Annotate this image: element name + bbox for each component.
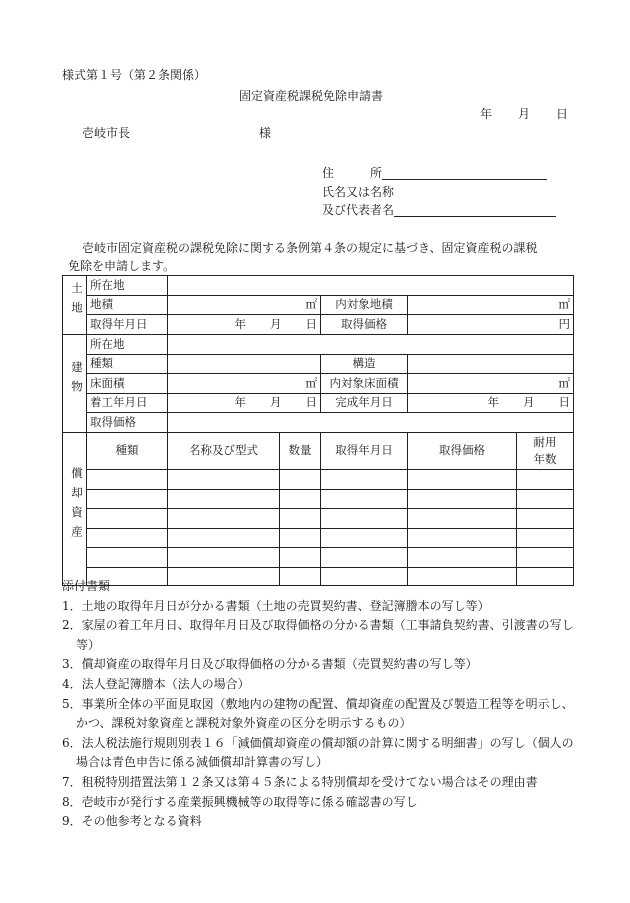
building-completion-date-label: 完成年月日	[321, 394, 408, 413]
attachment-item: 7．租税特別措置法第１２条又は第４５条による特別償却を受けてない場合はその理由書	[62, 774, 538, 789]
depr-header-useful-life: 耐用年数	[517, 433, 574, 470]
depr-header-acquired-price: 取得価格	[408, 433, 517, 470]
land-section-label: 土地	[63, 276, 87, 335]
intro-line-1: 壱岐市固定資産税の課税免除に関する条例第４条の規定に基づき、固定資産税の課税	[82, 241, 538, 255]
attachment-item: 3．償却資産の取得年月日及び取得価格の分かる書類（売買契約書の写し等）	[62, 657, 478, 672]
date-day-label: 日	[556, 107, 569, 121]
depr-row[interactable]	[63, 509, 574, 529]
attachment-item: 8．壱岐市が発行する産業振興機械等の取得等に係る確認書の写し	[62, 794, 418, 809]
depr-header-type: 種類	[87, 433, 168, 470]
land-target-area-label: 内対象地積	[321, 296, 408, 315]
attachments-heading: 添付書類	[62, 579, 111, 593]
building-type-field[interactable]	[168, 355, 321, 374]
form-title: 固定資産税課税免除申請書	[239, 89, 384, 103]
addressee-mayor: 壱岐市長	[82, 126, 131, 140]
depr-header-quantity: 数量	[280, 433, 321, 470]
depr-row[interactable]	[63, 490, 574, 509]
attachment-item: 1．土地の取得年月日が分かる書類（土地の売買契約書、登記簿謄本の写し等）	[62, 598, 490, 613]
form-number: 様式第１号（第２条関係）	[62, 68, 207, 82]
land-area-field[interactable]: ㎡	[168, 296, 321, 315]
land-location-field[interactable]	[168, 276, 574, 296]
addressee-honorific: 様	[259, 126, 272, 140]
depr-row[interactable]	[63, 548, 574, 568]
address-label: 住 所	[322, 166, 383, 180]
applicant-address-row	[322, 166, 547, 180]
building-section-label: 建物	[63, 335, 87, 433]
applicant-name-label: 氏名又は名称	[322, 185, 395, 199]
building-start-date-field[interactable]: 年 月 日	[168, 394, 321, 413]
depr-header-name-model: 名称及び型式	[168, 433, 280, 470]
depr-header-acquired-date: 取得年月日	[321, 433, 408, 470]
building-floor-area-field[interactable]: ㎡	[168, 374, 321, 394]
building-acquired-price-field[interactable]	[168, 413, 574, 433]
attachment-item: 4．法人登記簿謄本（法人の場合）	[62, 676, 250, 691]
date-month-label: 月	[518, 107, 531, 121]
building-location-field[interactable]	[168, 335, 574, 355]
land-location-label: 所在地	[87, 276, 168, 296]
attachment-item: 5．事業所全体の平面見取図（敷地内の建物の配置、償却資産の配置及び製造工程等を明示し、かつ、課税対象資産と課税対象外資産の区分を明示するもの）	[62, 696, 574, 731]
application-table	[62, 275, 574, 586]
attachment-item: 2．家屋の着工年月日、取得年月日及び取得価格の分かる書類（工事請負契約書、引渡書の写し等）	[62, 618, 574, 652]
attachments-list	[62, 577, 577, 832]
depreciable-section-label: 償却資産	[63, 433, 87, 586]
depr-row[interactable]	[63, 529, 574, 548]
building-floor-area-label: 床面積	[87, 374, 168, 394]
building-structure-field[interactable]	[408, 355, 574, 374]
building-type-label: 種類	[87, 355, 168, 374]
representative-label: 及び代表者名	[322, 203, 395, 217]
land-acquired-date-label: 取得年月日	[87, 315, 168, 335]
land-acquired-date-field[interactable]: 年 月 日	[168, 315, 321, 335]
building-start-date-label: 着工年月日	[87, 394, 168, 413]
building-completion-date-field[interactable]: 年 月 日	[408, 394, 574, 413]
date-year-label: 年	[480, 107, 493, 121]
land-acquired-price-field[interactable]: 円	[408, 315, 574, 335]
land-target-area-field[interactable]: ㎡	[408, 296, 574, 315]
attachment-item: 6．法人税法施行規則別表１６「減価償却資産の償却額の計算に関する明細書」の写し（個人の場合は青色申告に係る減価償却計算書の写し）	[62, 735, 574, 770]
building-target-floor-area-label: 内対象床面積	[321, 374, 408, 394]
land-acquired-price-label: 取得価格	[321, 315, 408, 335]
representative-field[interactable]	[394, 203, 556, 217]
address-field[interactable]	[382, 166, 547, 180]
land-area-label: 地積	[87, 296, 168, 315]
depr-row[interactable]	[63, 470, 574, 490]
applicant-representative-row	[322, 203, 556, 217]
building-location-label: 所在地	[87, 335, 168, 355]
intro-line-2: 免除を申請します。	[68, 259, 176, 273]
building-target-floor-area-field[interactable]: ㎡	[408, 374, 574, 394]
attachment-item: 9．その他参考となる資料	[62, 814, 202, 829]
building-structure-label: 構造	[321, 355, 408, 374]
building-acquired-price-label: 取得価格	[87, 413, 168, 433]
date-line	[480, 107, 568, 121]
